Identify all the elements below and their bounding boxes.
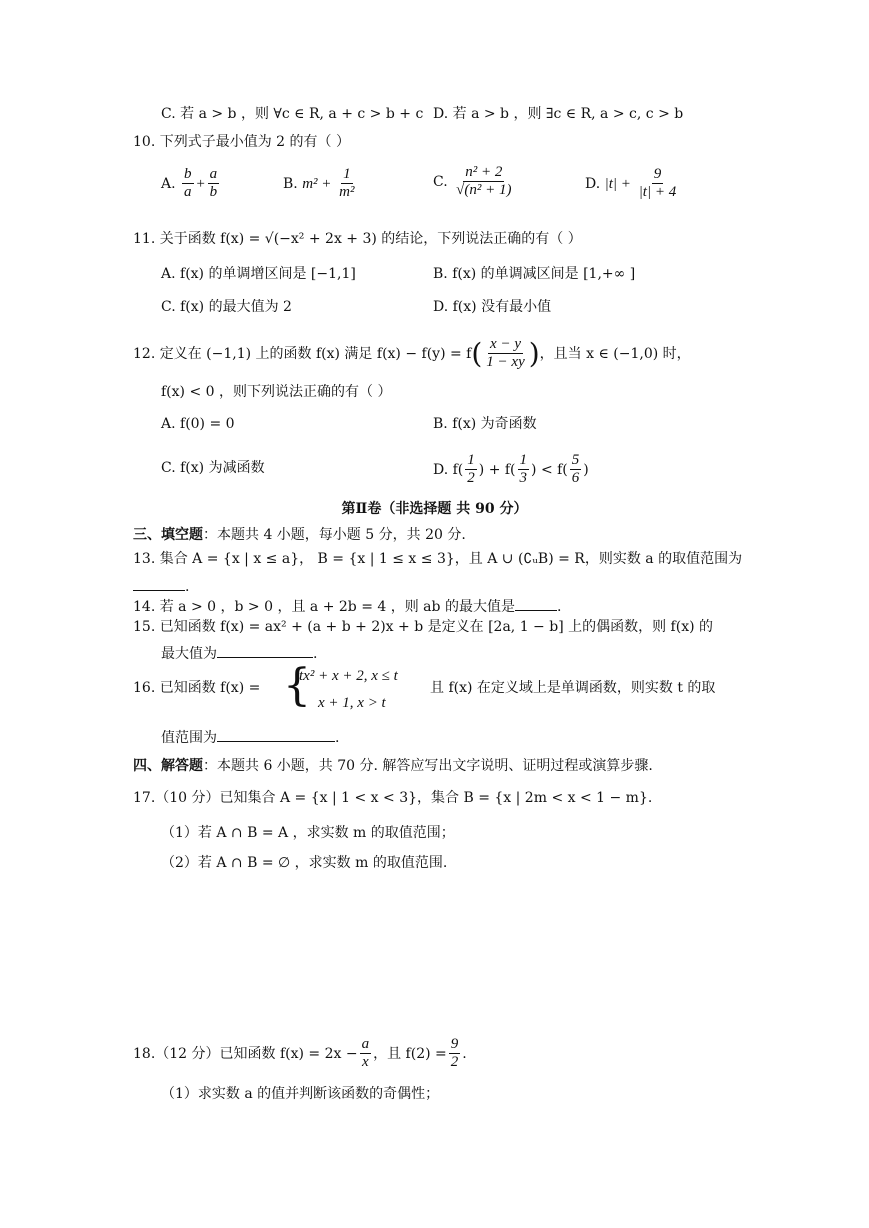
q16-answer-line: 值范围为 . <box>161 727 339 747</box>
q15-blank[interactable] <box>217 643 313 658</box>
q14-blank[interactable] <box>515 596 557 611</box>
q9-option-c: C. 若 a > b ，则 ∀c ∈ R, a + c > b + c <box>161 106 424 122</box>
q10-option-d: D. |t| + $\frac{9}{|t| + 4}$ <box>585 166 677 201</box>
q9-option-d: D. 若 a > b ，则 ∃c ∈ R, a > c, c > b <box>433 106 684 122</box>
q12-option-a: A. f(0) = 0 <box>161 416 235 432</box>
piecewise-brace: { <box>283 660 311 711</box>
q11-option-d: D. f(x) 没有最小值 <box>433 299 552 315</box>
q13-answer-line: . <box>133 576 189 596</box>
q16-case2: x + 1, x > t <box>318 695 386 711</box>
q10-option-b: B. m² + $\frac{1}{\text{m²}}$ <box>283 166 355 201</box>
section3-heading: 三、填空题：本题共 4 小题，每小题 5 分，共 20 分. <box>133 527 466 543</box>
q16-case1: tx² + x + 2, x ≤ t <box>299 668 398 684</box>
q12-option-b: B. f(x) 为奇函数 <box>433 416 537 432</box>
q12-option-d: D. f( $\frac{1}{2}$ ) + f( $\frac{1}{3}$ ) < f( $\frac{5}{6}$ ) <box>433 452 589 487</box>
q18-stem: 18.（12 分）已知函数 f(x) = 2x − $\frac{a}{x}$ ，且 f(2) = $\frac{9}{2}$ . <box>133 1036 467 1071</box>
q15-stem: 15. 已知函数 f(x) = ax² + (a + b + 2)x + b 是定义在 [2a, 1 − b] 上的偶函数，则 f(x) 的 <box>133 619 714 635</box>
q11-option-c: C. f(x) 的最大值为 2 <box>161 299 292 315</box>
q16-stem-post: 且 f(x) 在定义域上是单调函数，则实数 t 的取 <box>430 680 716 696</box>
q14-stem: 14. 若 a > 0 ，b > 0 ，且 a + 2b = 4 ，则 ab 的最大值是 . <box>133 596 561 616</box>
q18-part1: （1）求实数 a 的值并判断该函数的奇偶性； <box>161 1086 440 1102</box>
q13-stem: 13. 集合 A = {x | x ≤ a}， B = {x | 1 ≤ x ≤ 3}，且 A ∪ (∁ᵤB) = R，则实数 a 的取值范围为 <box>133 551 743 567</box>
q10-option-c: C. $\frac{\text{n² + 2}}{\text{√(n² + 1)}}$ <box>433 164 512 199</box>
q16-stem: 16. 已知函数 f(x) = <box>133 680 261 696</box>
q12-stem: 12. 定义在 (−1,1) 上的函数 f(x) 满足 f(x) − f(y) = f( $\frac{x - y}{1 - xy}$ )，且当 x ∈ (−1,0) 时， <box>133 336 691 371</box>
q10-option-a: A. $\frac{b}{a}$ + $\frac{a}{b}$ <box>161 166 218 201</box>
q11-option-b: B. f(x) 的单调减区间是 [1,+∞ ] <box>433 266 636 282</box>
q17-part2: （2）若 A ∩ B = ∅ ，求实数 m 的取值范围. <box>161 855 448 871</box>
q11-option-a: A. f(x) 的单调增区间是 [−1,1] <box>161 266 356 282</box>
q10-stem: 10. 下列式子最小值为 2 的有（ ） <box>133 134 350 150</box>
q12-stem-line2: f(x) < 0 ，则下列说法正确的有（ ） <box>161 384 392 400</box>
part2-title: 第Ⅱ卷（非选择题 共 90 分） <box>341 501 528 517</box>
section4-heading: 四、解答题：本题共 6 小题，共 70 分. 解答应写出文字说明、证明过程或演算步骤. <box>133 758 653 774</box>
q11-stem: 11. 关于函数 f(x) = √(−x² + 2x + 3) 的结论，下列说法正确的有（ ） <box>133 231 582 247</box>
q13-blank[interactable] <box>133 576 185 591</box>
q15-answer-line: 最大值为 . <box>161 643 317 663</box>
q12-option-c: C. f(x) 为减函数 <box>161 460 265 476</box>
q17-stem: 17.（10 分）已知集合 A = {x | 1 < x < 3}，集合 B = {x | 2m < x < 1 − m}. <box>133 790 653 806</box>
q17-part1: （1）若 A ∩ B = A ，求实数 m 的取值范围； <box>161 825 455 841</box>
q16-blank[interactable] <box>217 727 335 742</box>
